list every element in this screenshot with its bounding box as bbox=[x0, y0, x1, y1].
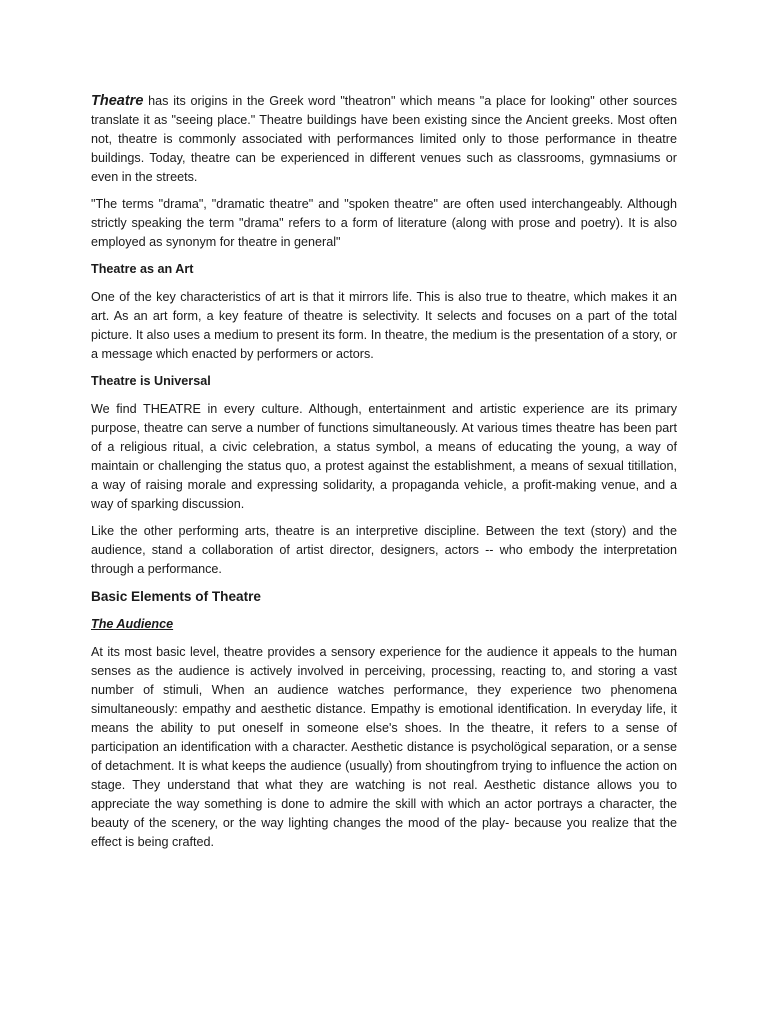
intro-lead-word: Theatre bbox=[91, 93, 144, 109]
subheading-audience: The Audience bbox=[91, 617, 174, 631]
intro-text: has its origins in the Greek word "theatron" which means "a place for looking" other sources translate it as "seeing place." Theatre buildings have been existing since the Ancient greeks. Most often not, theatre is commonly associated with performances limited only to those performance in theatre buildings. Today, theatre can be experienced in different venues such as classrooms, gymnasiums or even in the streets. bbox=[91, 94, 677, 184]
intro-paragraph bbox=[91, 92, 677, 187]
heading-basic-elements: Basic Elements of Theatre bbox=[91, 589, 261, 604]
audience-paragraph: At its most basic level, theatre provides a sensory experience for the audience it appeals to the human senses as the audience is actively involved in perceiving, processing, reacting to, and storing a vast number of stimuli, When an audience watches performance, they experience two phenomena simultaneously: empathy and aesthetic distance. Empathy is emotional identification. In everyday life, it means the ability to put oneself in someone else's shoes. In the theatre, it refers to a sense of participation an identification with a character. Aesthetic distance is psycholögical separation, or a sense of detachment. It is what keeps the audience (usually) from shoutingfrom trying to influence the action on stage. They understand that what they are watching is not real. Aesthetic distance allows you to appreciate the way something is done to admire the skill with which an actor portrays a character, the beauty of the scenery, or the way lighting changes the mood of the play- because you realize that the effect is being crafted. bbox=[91, 645, 677, 849]
heading-theatre-universal: Theatre is Universal bbox=[91, 374, 211, 388]
document-page bbox=[91, 92, 677, 860]
terms-paragraph: "The terms "drama", "dramatic theatre" and "spoken theatre" are often used interchangeably. Although strictly speaking the term "drama" refers to a form of literature (along with prose and poetry). It is also employed as synonym for theatre in general" bbox=[91, 197, 677, 249]
universal-paragraph: We find THEATRE in every culture. Although, entertainment and artistic experience are its primary purpose, theatre can serve a number of functions simultaneously. At various times theatre has been part of a religious ritual, a civic celebration, a status symbol, a means of educating the young, a way of maintain or challenging the status quo, a protest against the establishment, a means of sexual titillation, a way of raising morale and expressing solidarity, a propaganda vehicle, a profit-making venue, and a way of sparking discussion. bbox=[91, 402, 677, 511]
interpretive-paragraph: Like the other performing arts, theatre is an interpretive discipline. Between the text (story) and the audience, stand a collaboration of artist director, designers, actors -- who embody the interpretation through a performance. bbox=[91, 524, 677, 576]
art-paragraph: One of the key characteristics of art is that it mirrors life. This is also true to theatre, which makes it an art. As an art form, a key feature of theatre is selectivity. It selects and focuses on a part of the total picture. It also uses a medium to present its form. In theatre, the medium is the presentation of a story, or a message which enacted by performers or actors. bbox=[91, 290, 677, 361]
heading-theatre-as-art: Theatre as an Art bbox=[91, 262, 194, 276]
